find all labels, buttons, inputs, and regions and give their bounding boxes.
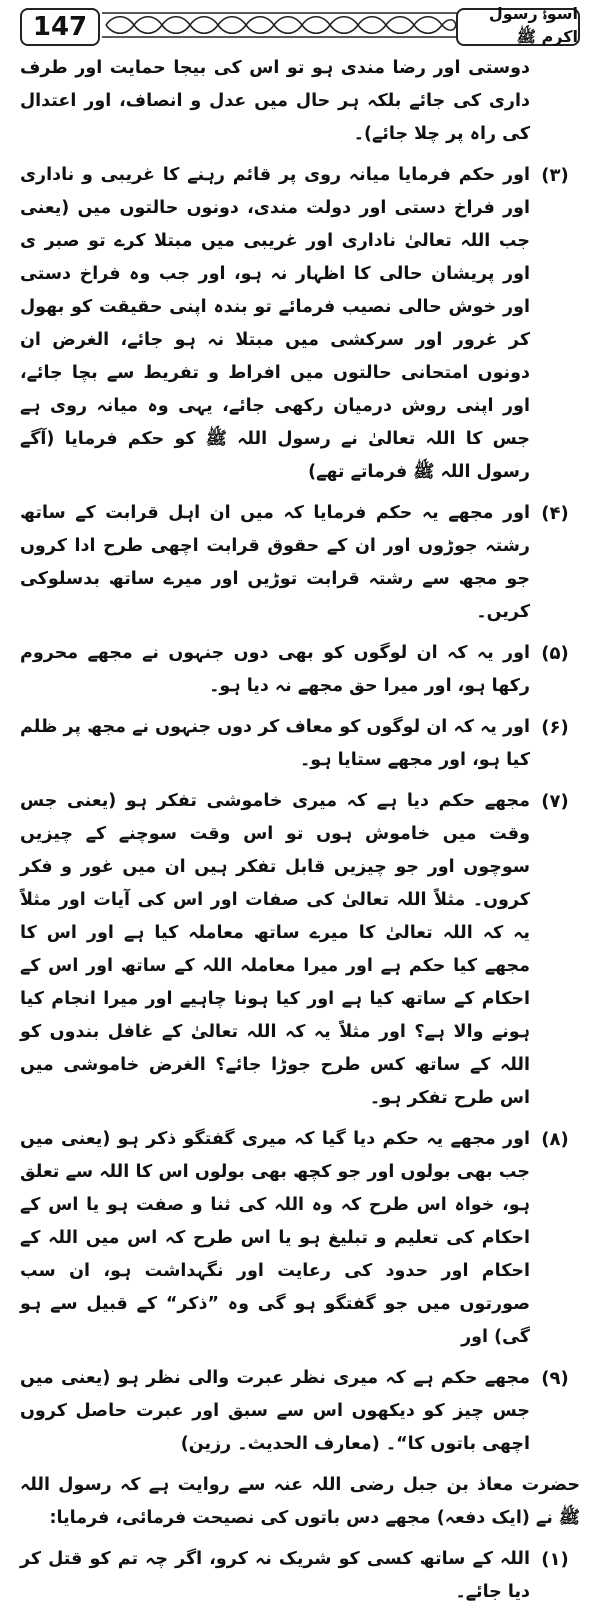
item-number: (۹) [541, 1368, 569, 1389]
numbered-item [20, 1543, 580, 1609]
ornamental-border [102, 10, 458, 40]
item-text: اور یہ کہ ان لوگوں کو معاف کر دوں جنہوں نے مجھ پر ظلم کیا ہو، اور مجھے ستایا ہو۔ [20, 717, 530, 770]
item-number: (۵) [541, 643, 569, 664]
paragraph [20, 52, 580, 151]
item-text: اللہ کے ساتھ کسی کو شریک نہ کرو، اگر چہ تم کو قتل کر دیا جائے۔ [20, 1549, 530, 1602]
paragraph [20, 1469, 580, 1535]
item-number: (۷) [541, 791, 569, 812]
page-header [20, 6, 580, 46]
numbered-item [20, 711, 580, 777]
numbered-item [20, 637, 580, 703]
item-text: اور یہ کہ ان لوگوں کو بھی دوں جنہوں نے مجھے محروم رکھا ہو، اور میرا حق مجھے نہ دیا ہو۔ [20, 643, 530, 696]
page-body [20, 52, 580, 1617]
numbered-item [20, 497, 580, 629]
numbered-item [20, 159, 580, 489]
item-text: اور مجھے یہ حکم دیا گیا کہ میری گفتگو ذکر ہو (یعنی میں جب بھی بولوں اور جو کچھ بھی بولوں اس کا اللہ سے تعلق ہو، خواہ اس طرح کہ وہ اللہ کی ثنا و صفت ہو یا اس کے احکام کی تعلیم و تبلیغ ہو یا اس طرح کہ اس میں اللہ کے احکام اور حدود کی رعایت اور نگہداشت ہو، ان سب صورتوں میں جو گفتگو ہو گی وہ ”ذکر“ کے قبیل سے ہو گی) اور [20, 1129, 530, 1347]
page-number: 147 [20, 8, 100, 46]
paragraph-text: دوستی اور رضا مندی ہو تو اس کی بیجا حمایت اور طرف داری کی جائے بلکہ ہر حال میں عدل و انصاف، اور اعتدال کی راہ پر چلا جائے)۔ [20, 58, 530, 144]
running-title: اسوۂ رسول اکرم ﷺ [456, 8, 580, 46]
numbered-item [20, 1123, 580, 1354]
item-text: مجھے حکم دیا ہے کہ میری خاموشی تفکر ہو (یعنی جس وقت میں خاموش ہوں تو اس وقت سوچنے کے چیزیں سوچوں اور جو چیزیں قابل تفکر ہیں ان میں غور و فکر کروں۔ مثلاً اللہ تعالیٰ کی صفات اور اس کی آیات اور مثلاً یہ کہ اللہ تعالیٰ کا میرے ساتھ معاملہ کیا ہے اور اس کا مجھے کیا حکم ہے اور میرا معاملہ اللہ کے ساتھ اور اس کے احکام کے ساتھ کیا ہے اور کیا ہونا چاہیے اور میرا انجام کیا ہونے والا ہے؟ اور مثلاً یہ کہ اللہ تعالیٰ کے غافل بندوں کو اللہ کے ساتھ کس طرح جوڑا جائے؟ الغرض خاموشی میں اس طرح تفکر ہو۔ [20, 791, 530, 1108]
numbered-item [20, 1362, 580, 1461]
item-number: (۸) [541, 1129, 569, 1150]
item-number: (۴) [541, 503, 569, 524]
item-number: (۱) [541, 1549, 569, 1570]
numbered-item [20, 785, 580, 1115]
item-number: (۳) [541, 165, 569, 186]
paragraph-text: حضرت معاذ بن جبل رضی اللہ عنہ سے روایت ہے کہ رسول اللہ ﷺ نے (ایک دفعہ) مجھے دس باتوں کی نصیحت فرمائی، فرمایا: [20, 1475, 580, 1528]
item-text: مجھے حکم ہے کہ میری نظر عبرت والی نظر ہو (یعنی میں جس چیز کو دیکھوں اس سے سبق اور عبرت حاصل کروں اچھی باتوں کا“۔ (معارف الحدیث۔ رزین) [20, 1368, 530, 1454]
item-text: اور مجھے یہ حکم فرمایا کہ میں ان اہل قرابت کے ساتھ رشتہ جوڑوں اور ان کے حقوق قرابت اچھی طرح ادا کروں جو مجھ سے رشتہ قرابت توڑیں اور میرے ساتھ بدسلوکی کریں۔ [20, 503, 530, 622]
item-text: اور حکم فرمایا میانہ روی پر قائم رہنے کا غریبی و ناداری اور فراخ دستی اور دولت مندی، دونوں حالتوں میں (یعنی جب اللہ تعالیٰ ناداری اور غریبی میں مبتلا کرے تو صبر ی اور پریشان حالی کا اظہار نہ ہو، اور جب وہ فراخ دستی اور خوش حالی نصیب فرمائے تو بندہ اپنی حقیقت کو بھول کر غرور اور سرکشی میں مبتلا نہ ہو جائے، الغرض ان دونوں امتحانی حالتوں میں افراط و تفریط سے بچا جائے، اور اپنی روش درمیان رکھی جائے، یہی وہ میانہ روی ہے جس کا اللہ تعالیٰ نے رسول اللہ ﷺ کو حکم فرمایا (آگے رسول اللہ ﷺ فرماتے تھے) [20, 165, 530, 482]
item-number: (۶) [541, 717, 569, 738]
